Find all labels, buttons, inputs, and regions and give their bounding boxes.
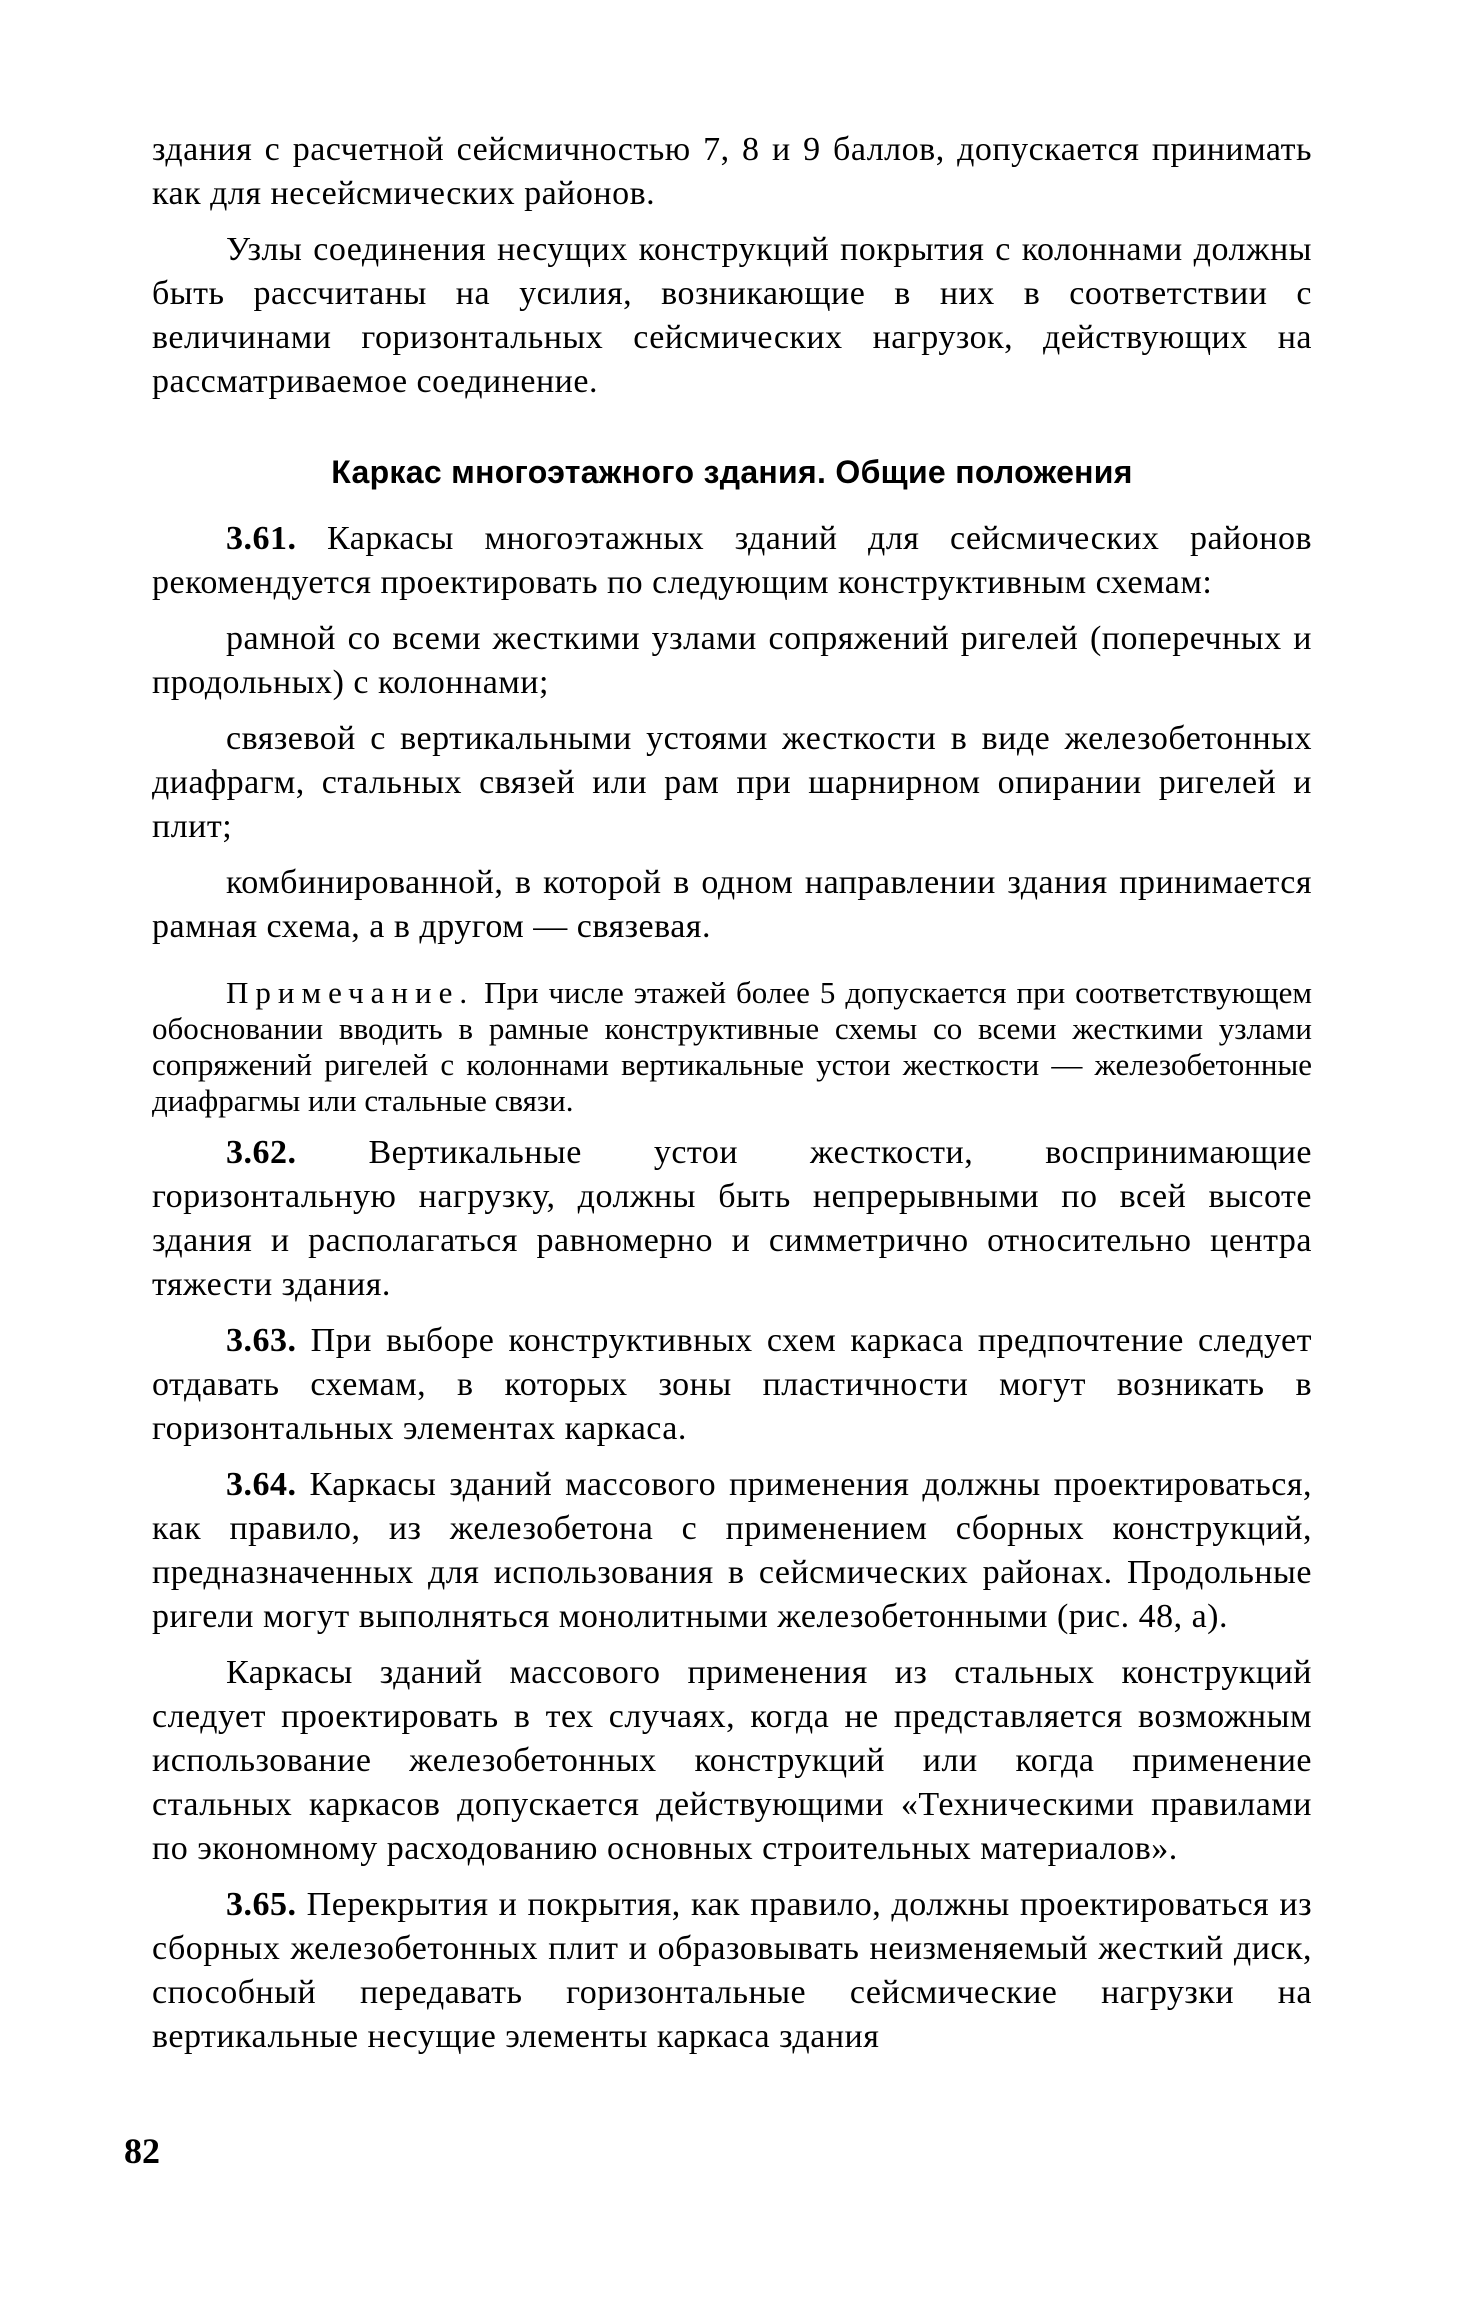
clause-text: Вертикальные устои жесткости, воспринимающие горизонтальную нагрузку, должны быть непрерывными по всей высоте здания и располагаться равномерно и симметрично относительно центра тяжести здания. xyxy=(152,1134,1312,1303)
section-heading: Каркас многоэтажного здания. Общие положения xyxy=(331,454,1133,490)
clause-3-61-item-combined: комбинированной, в которой в одном направлении здания принимается рамная схема, а в другом — связевая. xyxy=(152,864,1312,945)
clause-3-64 xyxy=(152,1463,1312,1639)
clause-3-63 xyxy=(152,1319,1312,1451)
clause-text: Перекрытия и покрытия, как правило, должны проектироваться из сборных железобетонных плит и образовывать неизменяемый жесткий диск, способный передавать горизонтальные сейсмические нагрузки на вертикальные несущие элементы каркаса здания xyxy=(152,1886,1312,2055)
clause-number: 3.63. xyxy=(226,1322,297,1359)
clause-number: 3.64. xyxy=(226,1466,297,1503)
clause-number: 3.61. xyxy=(226,520,297,557)
note-text: При числе этажей более 5 допускается при соответствующем обосновании вводить в рамные конструктивные схемы со всеми жесткими узлами сопряжений ригелей с колоннами вертикальные устои жесткости — железобетонные диафрагмы или стальные связи. xyxy=(152,975,1312,1118)
clause-number: 3.62. xyxy=(226,1134,297,1171)
clause-3-64-steel-frames: Каркасы зданий массового применения из стальных конструкций следует проектировать в тех случаях, когда не представляется возможным использование железобетонных конструкций или когда применение стальных каркасов допускается действующими «Техническими правилами по экономному расходованию основных строительных материалов». xyxy=(152,1654,1312,1867)
note-label: Примечание. xyxy=(226,975,475,1010)
clause-3-61 xyxy=(152,517,1312,605)
clause-number: 3.65. xyxy=(226,1886,297,1923)
clause-text: Каркасы зданий массового применения должны проектироваться, как правило, из железобетона с применением сборных конструкций, предназначенных для использования в сейсмических районах. Продольные ригели могут выполняться монолитными железобетонными (рис. 48, а). xyxy=(152,1466,1312,1635)
clause-3-61-item-braced: связевой с вертикальными устоями жесткости в виде железобетонных диафрагм, стальных связей или рам при шарнирном опирании ригелей и плит; xyxy=(152,720,1312,845)
clause-text: При выборе конструктивных схем каркаса предпочтение следует отдавать схемам, в которых зоны пластичности могут возникать в горизонтальных элементах каркаса. xyxy=(152,1322,1312,1447)
clause-text: Каркасы многоэтажных зданий для сейсмических районов рекомендуется проектировать по следующим конструктивным схемам: xyxy=(152,520,1312,601)
paragraph-intro-continuation: здания с расчетной сейсмичностью 7, 8 и 9 баллов, допускается принимать как для несейсмических районов. xyxy=(152,131,1312,212)
clause-3-62 xyxy=(152,1131,1312,1307)
note-paragraph xyxy=(152,975,1312,1119)
page-number: 82 xyxy=(124,2131,160,2171)
clause-3-65 xyxy=(152,1883,1312,2059)
paragraph-nodes: Узлы соединения несущих конструкций покрытия с колоннами должны быть рассчитаны на усилия, возникающие в них в соответствии с величинами горизонтальных сейсмических нагрузок, действующих на рассматриваемое соединение. xyxy=(152,231,1312,400)
clause-3-61-item-frame: рамной со всеми жесткими узлами сопряжений ригелей (поперечных и продольных) с колоннами; xyxy=(152,620,1312,701)
